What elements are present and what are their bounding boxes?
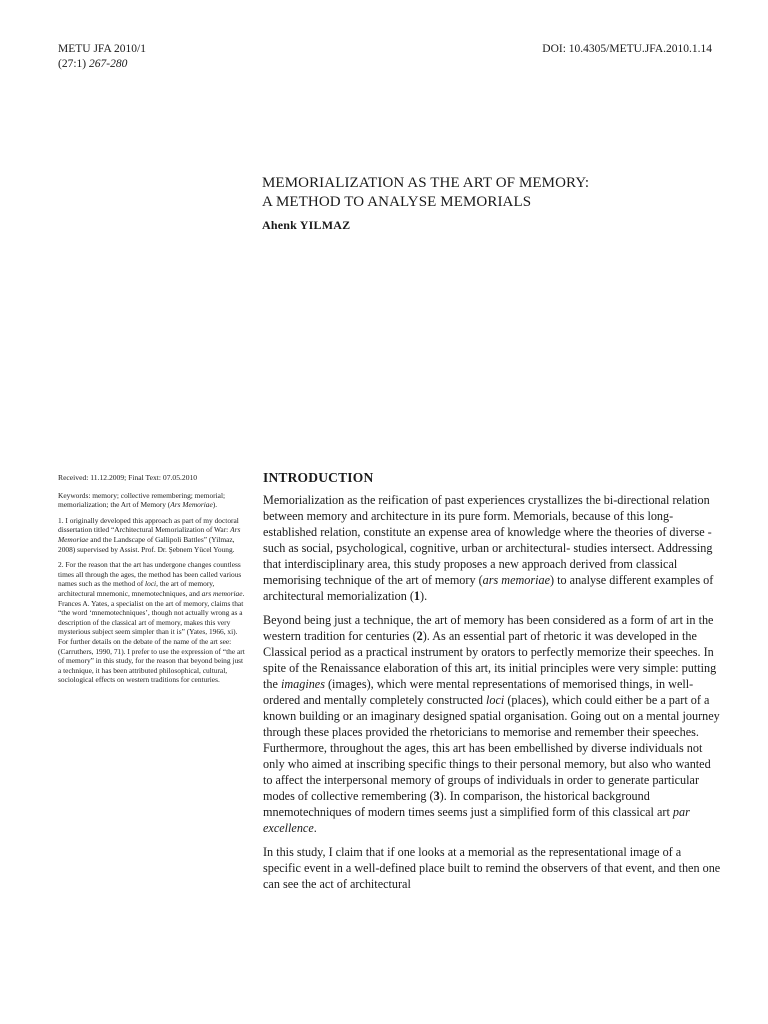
p1-end: ). <box>420 589 428 603</box>
p1-mid: ) to analyse different examples of architectural memorialization ( <box>263 573 714 603</box>
p1-text: Memorialization as the reification of past experiences crystallizes the bi-directional relation between memory and architecture in its pure form. Memorials, because of this long-established relation, constitute an expense area of knowledge where the theories of diverse -such as social, psychological, cognitive, urban or architectural- studies intersect. Addressing that interdisciplinary area, this study proposes a new approach derived from classical memorising technique of the art of memory ( <box>263 493 713 587</box>
section-title-introduction: INTRODUCTION <box>263 470 374 485</box>
footnote-2-text: 2. For the reason that the art has undergone changes countless times all through the ages, the method has been called various names such as the method of <box>58 560 242 589</box>
article-title-block <box>262 174 722 233</box>
paragraph-3: In this study, I claim that if one looks at a memorial as the representational image of a specific event in a well-defined place built to remind the observers of that event, and then one can see the act of architectural <box>263 845 721 891</box>
footnote-2-italic-loci: loci <box>145 579 157 589</box>
footnote-1 <box>58 516 248 554</box>
keywords <box>58 491 248 510</box>
p2-mid-3: (places), which could either be a part of a known building or an imaginary designed spatial organisation. Going out on a mental journey through these places provided the rhetoricians to memorise and remember their speeches. Furthermore, throughout the ages, this art has been embellished by diverse individuals not only who aimed at inscribing specific things to their personal memory, but also who wanted to affect the interpersonal memory of groups of individuals in order to generate particular modes of collective remembering ( <box>263 693 720 803</box>
footnote-ref-3[interactable]: 3 <box>433 789 440 803</box>
journal-volume: (27:1) <box>58 58 87 70</box>
paragraph-1 <box>263 492 721 604</box>
journal-issue: METU JFA 2010/1 <box>58 43 146 55</box>
journal-volume-pages <box>58 57 146 72</box>
p2-mid-1: ). As an essential part of rhetoric it was developed in the Classical period as a practical instrument by orators to perfectly memorize their speeches. In spite of the Renaissance elaboration of this art, its initial principles were very simple: putting the <box>263 629 717 691</box>
footnote-2-end: . Frances A. Yates, a specialist on the art of memory, claims that “the word ‘mnemotechniques’, though not actually wrong as a description of the classical art of memory, makes this very mysterious subject seem simpler than it is” (Yates, 1966, xi). For further details on the debate of the name of the art see: (Carruthers, 1990, 71). I prefer to use the expression of “the art of memory” in this study, for the reason that beyond being just a technique, it has been attributed philosophical, cultural, sociological effects on western traditions for centuries. <box>58 588 245 685</box>
journal-pages: 267-280 <box>88 58 128 70</box>
footnote-1-end: and the Landscape of Gallipoli Battles” (Yilmaz, 2008) supervised by Assist. Prof. Dr. Şebnem Yücel Young. <box>58 534 235 554</box>
doi: DOI: 10.4305/METU.JFA.2010.1.14 <box>542 43 712 55</box>
article-title-line-2: A METHOD TO ANALYSE MEMORIALS <box>262 194 532 210</box>
p2-text: Beyond being just a technique, the art of memory has been considered as a form of art in the western tradition for centuries ( <box>263 613 714 643</box>
paragraph-2 <box>263 612 721 836</box>
article-title-line-1: MEMORIALIZATION AS THE ART OF MEMORY: <box>262 175 590 191</box>
journal-header <box>58 42 146 72</box>
footnote-1-text: 1. I originally developed this approach as part of my doctoral dissertation titled “Architectural Memorialization of War: <box>58 515 239 535</box>
p2-italic-par-excellence: par excellence <box>263 805 690 835</box>
p2-italic-loci: loci <box>486 693 505 707</box>
main-body <box>263 470 721 900</box>
keywords-text: Keywords: memory; collective remembering; memorial; memorialization; the Art of Memory ( <box>58 490 226 510</box>
footnote-2 <box>58 560 248 685</box>
p2-end: . <box>313 821 317 835</box>
keywords-end: ). <box>212 500 218 510</box>
article-author: Ahenk YILMAZ <box>262 218 351 232</box>
p2-mid-4: ). In comparison, the historical background mnemotechniques of modern times seems just a simplified form of this classical art <box>263 789 673 819</box>
footnote-1-italic: Ars Memoriae <box>58 525 241 544</box>
footnote-2-mid: , the art of memory, architectural mnemonic, mnemotechniques, and <box>58 579 215 598</box>
p2-italic-imagines: imagines <box>280 677 325 691</box>
sidebar-notes <box>58 473 248 691</box>
footnote-2-italic-ars: ars memoriae <box>201 588 243 598</box>
footnote-ref-1[interactable]: 1 <box>413 589 421 603</box>
keywords-italic: Ars Memoriae <box>170 500 213 510</box>
received-dates: Received: 11.12.2009; Final Text: 07.05.2010 <box>58 473 198 482</box>
p2-mid-2: (images), which were mental representations of memorised things, in well-ordered and mentally completely constructed <box>263 677 694 707</box>
footnote-ref-2[interactable]: 2 <box>416 629 423 643</box>
p1-italic: ars memoriae <box>482 573 551 587</box>
